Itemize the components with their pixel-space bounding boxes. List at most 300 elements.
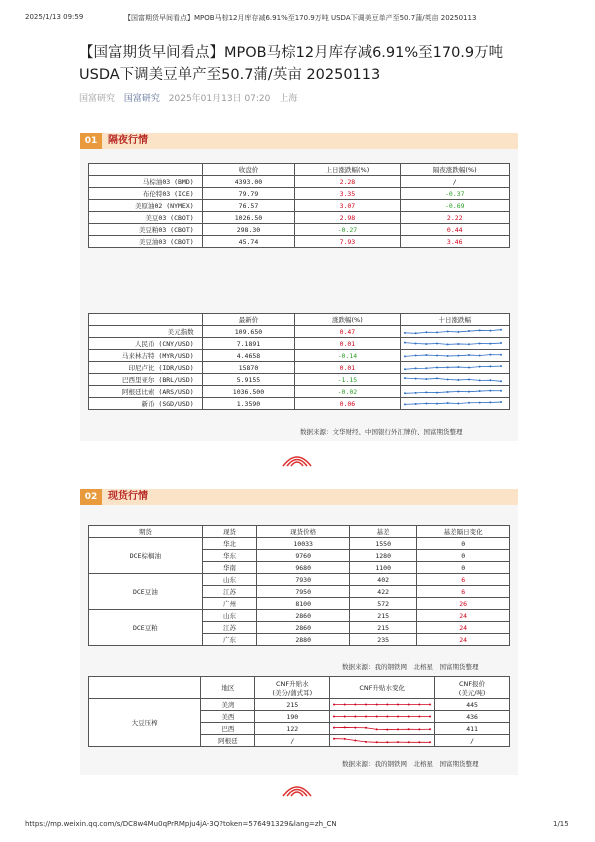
cnf-premium: 190 (255, 711, 330, 723)
sparkline-point (468, 354, 470, 356)
table-row (89, 350, 510, 362)
instrument-name: 美原油02 (NYMEX) (89, 200, 203, 212)
sparkline-point (344, 716, 346, 718)
sparkline-point (446, 391, 448, 393)
latest-price: 7.1891 (202, 338, 295, 350)
section-header (80, 133, 518, 149)
ten-day-sparkline-cell (400, 374, 509, 386)
night-change: 3.46 (400, 236, 509, 248)
basis-change: 24 (417, 622, 510, 634)
column-header: CNF升贴水 (美分/蒲式耳) (255, 677, 330, 699)
spot-region: 山东 (202, 574, 257, 586)
spot-price: 7930 (257, 574, 350, 586)
sparkline-point (489, 390, 491, 392)
sparkline-point (397, 741, 399, 743)
table-row (89, 574, 510, 586)
section-overnight-market (80, 133, 518, 441)
print-page-title: 【国富期货早间看点】MPOB马棕12月库存减6.91%至170.9万吨 USDA下调美豆单产至50.7蒲/英亩 20250113 (124, 14, 477, 22)
instrument-name: 布伦特03 (ICE) (89, 188, 203, 200)
sparkline-point (408, 704, 410, 706)
close-price: 298.30 (202, 224, 295, 236)
currency-name: 马来林吉特 (MYR/USD) (89, 350, 203, 362)
column-header: 上日涨跌幅(%) (295, 164, 400, 176)
table-row (89, 374, 510, 386)
currency-name: 阿根廷比索 (ARS/USD) (89, 386, 203, 398)
sparkline-point (468, 391, 470, 393)
sparkline-point (419, 741, 421, 743)
cnf-premium-table (88, 676, 510, 747)
sparkline-point (500, 354, 502, 356)
sparkline-point (478, 355, 480, 357)
sparkline-point (436, 367, 438, 369)
spot-price: 8100 (257, 598, 350, 610)
cnf-change-sparkline (330, 711, 434, 722)
sparkline-point (414, 378, 416, 380)
basis: 215 (349, 622, 416, 634)
close-price: 45.74 (202, 236, 295, 248)
sparkline-series (405, 402, 501, 404)
account-link[interactable]: 国富研究 (123, 94, 160, 104)
cnf-change-sparkline (330, 723, 434, 734)
instrument-name: 马棕油03 (BMD) (89, 176, 203, 188)
data-source-note: 数据来源：我的钢铁网 北榕星 国富期货整理 (342, 760, 479, 768)
cnf-quote: 436 (435, 711, 510, 723)
spot-region: 广州 (202, 598, 257, 610)
spot-region: 华东 (202, 550, 257, 562)
latest-price: 5.9155 (202, 374, 295, 386)
sparkline-point (387, 741, 389, 743)
spot-price: 2880 (257, 634, 350, 646)
cnf-region: 美西 (201, 711, 255, 723)
ten-day-sparkline (401, 398, 505, 409)
basis-change: 24 (417, 634, 510, 646)
table-row (89, 224, 510, 236)
sparkline-point (436, 331, 438, 333)
table-row (89, 610, 510, 622)
instrument-name: 美豆粕03 (CBOT) (89, 224, 203, 236)
basis-change: 0 (417, 562, 510, 574)
sparkline-point (425, 403, 427, 405)
section-header (80, 489, 518, 505)
sparkline-point (355, 716, 357, 718)
column-header: 期货 (89, 526, 203, 538)
sparkline-point (408, 728, 410, 730)
cnf-change-sparkline-cell (330, 711, 435, 723)
sparkline-point (457, 379, 459, 381)
sparkline-point (404, 368, 406, 370)
cnf-premium: 215 (255, 699, 330, 711)
basis: 402 (349, 574, 416, 586)
sparkline-point (436, 392, 438, 394)
column-header: 收盘价 (202, 164, 295, 176)
sparkline-point (425, 331, 427, 333)
publish-datetime: 2025年01月13日 07:20 (168, 94, 271, 104)
table-row (89, 200, 510, 212)
sparkline-series (405, 343, 501, 345)
spot-price: 7950 (257, 586, 350, 598)
sparkline-point (333, 716, 335, 718)
sparkline-point (500, 342, 502, 344)
sparkline-point (468, 379, 470, 381)
sparkline-point (468, 367, 470, 369)
sparkline-series (405, 366, 501, 369)
table-row (89, 699, 510, 711)
sparkline-point (446, 343, 448, 345)
table-row (89, 176, 510, 188)
data-source-note: 数据来源：文华财经、中国银行外汇牌价、国富期货整理 (300, 428, 463, 436)
sparkline-point (414, 403, 416, 405)
prev-change: -0.27 (295, 224, 400, 236)
spot-region: 华北 (202, 538, 257, 550)
night-change: -0.37 (400, 188, 509, 200)
sparkline-point (425, 367, 427, 369)
sparkline-point (500, 365, 502, 367)
close-price: 4393.00 (202, 176, 295, 188)
cnf-change-sparkline (330, 735, 434, 746)
print-page-number: 1/15 (553, 820, 569, 828)
spot-price: 2860 (257, 610, 350, 622)
sparkline-point (457, 391, 459, 393)
column-header: CNF升贴水变化 (330, 677, 435, 699)
sparkline-point (376, 741, 378, 743)
sparkline-point (355, 740, 357, 742)
sparkline-series (405, 378, 501, 381)
sparkline-point (387, 716, 389, 718)
spot-price: 9760 (257, 550, 350, 562)
sparkline-point (344, 738, 346, 740)
sparkline-point (429, 704, 431, 706)
ten-day-sparkline-cell (400, 326, 509, 338)
sparkline-point (478, 329, 480, 331)
column-header (89, 164, 203, 176)
ten-day-sparkline-cell (400, 338, 509, 350)
publish-location: 上海 (279, 94, 298, 104)
sparkline-point (344, 726, 346, 728)
sparkline-point (500, 380, 502, 382)
table-row (89, 398, 510, 410)
sparkline-point (468, 402, 470, 404)
cnf-group-name: 大豆压榨 (89, 699, 201, 747)
percent-change: 0.47 (295, 326, 400, 338)
spot-region: 江苏 (202, 586, 257, 598)
cnf-region: 巴西 (201, 723, 255, 735)
sparkline-point (446, 355, 448, 357)
sparkline-point (468, 330, 470, 332)
sparkline-point (365, 716, 367, 718)
sparkline-point (468, 343, 470, 345)
basis: 1100 (349, 562, 416, 574)
sparkline-point (446, 379, 448, 381)
ten-day-sparkline (401, 338, 505, 349)
basis-change: 0 (417, 538, 510, 550)
column-header: 涨跌幅(%) (295, 314, 400, 326)
cnf-change-sparkline-cell (330, 723, 435, 735)
sparkline-point (457, 355, 459, 357)
cnf-quote: / (435, 735, 510, 747)
currency-name: 新币 (SGD/USD) (89, 398, 203, 410)
column-header: 现货价格 (257, 526, 350, 538)
futures-group-name: DCE豆粕 (89, 610, 203, 646)
sparkline-point (436, 403, 438, 405)
basis-change: 6 (417, 574, 510, 586)
column-header: 隔夜涨跌幅(%) (400, 164, 509, 176)
overnight-futures-table (88, 163, 510, 248)
ten-day-sparkline (401, 350, 505, 361)
latest-price: 109.650 (202, 326, 295, 338)
sparkline-point (414, 332, 416, 334)
ten-day-sparkline-cell (400, 398, 509, 410)
sparkline-point (414, 367, 416, 369)
sparkline-point (414, 343, 416, 345)
section-number: 02 (80, 489, 102, 505)
sparkline-point (404, 377, 406, 379)
ten-day-sparkline (401, 362, 505, 373)
sparkline-point (429, 728, 431, 730)
article-title: 【国富期货早间看点】MPOB马棕12月库存减6.91%至170.9万吨USDA下调美豆单产至50.7蒲/英亩 20250113 (79, 45, 504, 83)
night-change: 0.44 (400, 224, 509, 236)
column-header: 基差 (349, 526, 416, 538)
percent-change: -0.14 (295, 350, 400, 362)
basis: 235 (349, 634, 416, 646)
sparkline-point (404, 342, 406, 344)
column-header: 地区 (201, 677, 255, 699)
basis-change: 26 (417, 598, 510, 610)
sparkline-point (365, 727, 367, 729)
table-row (89, 362, 510, 374)
percent-change: 0.01 (295, 338, 400, 350)
data-source-note: 数据来源：我的钢铁网 北榕星 国富期货整理 (342, 663, 479, 671)
column-header: CNF报价 (美元/吨) (435, 677, 510, 699)
spot-region: 广东 (202, 634, 257, 646)
cnf-change-sparkline (330, 699, 434, 710)
percent-change: -1.15 (295, 374, 400, 386)
sparkline-point (419, 728, 421, 730)
article-meta (79, 91, 303, 104)
column-header: 最新价 (202, 314, 295, 326)
prev-change: 3.35 (295, 188, 400, 200)
basis: 422 (349, 586, 416, 598)
sparkline-point (404, 392, 406, 394)
basis: 1550 (349, 538, 416, 550)
sparkline-point (489, 379, 491, 381)
sparkline-point (376, 704, 378, 706)
sparkline-point (500, 329, 502, 331)
sparkline-point (436, 377, 438, 379)
sparkline-point (344, 704, 346, 706)
percent-change: 0.01 (295, 362, 400, 374)
sparkline-point (414, 355, 416, 357)
sparkline-point (489, 343, 491, 345)
sparkline-point (404, 403, 406, 405)
table-row (89, 212, 510, 224)
column-header (89, 314, 203, 326)
sparkline-point (457, 343, 459, 345)
night-change: -0.69 (400, 200, 509, 212)
basis-change: 6 (417, 586, 510, 598)
column-header: 基差隔日变化 (417, 526, 510, 538)
sparkline-point (408, 716, 410, 718)
sparkline-point (419, 704, 421, 706)
night-change: / (400, 176, 509, 188)
basis: 572 (349, 598, 416, 610)
sparkline-point (425, 354, 427, 356)
sparkline-point (397, 728, 399, 730)
latest-price: 4.4658 (202, 350, 295, 362)
column-header: 十日涨跌幅 (400, 314, 509, 326)
sparkline-point (397, 716, 399, 718)
sparkline-series (334, 739, 430, 743)
sparkline-point (404, 355, 406, 357)
basis: 1280 (349, 550, 416, 562)
sparkline-point (489, 401, 491, 403)
sparkline-point (419, 716, 421, 718)
table-row (89, 326, 510, 338)
prev-change: 7.93 (295, 236, 400, 248)
cnf-region: 阿根廷 (201, 735, 255, 747)
section-number: 01 (80, 133, 102, 149)
spot-region: 山东 (202, 610, 257, 622)
sparkline-point (333, 738, 335, 740)
sparkline-point (387, 704, 389, 706)
sparkline-point (446, 331, 448, 333)
spot-price-table (88, 525, 510, 646)
wave-divider-icon (281, 780, 313, 798)
basis-change: 0 (417, 550, 510, 562)
ten-day-sparkline (401, 386, 505, 397)
close-price: 76.57 (202, 200, 295, 212)
sparkline-point (457, 331, 459, 333)
percent-change: 0.06 (295, 398, 400, 410)
sparkline-point (500, 390, 502, 392)
column-header: 现货 (202, 526, 257, 538)
source-label: 国富研究 (79, 94, 116, 104)
sparkline-point (365, 741, 367, 743)
prev-change: 3.07 (295, 200, 400, 212)
sparkline-point (478, 390, 480, 392)
currency-name: 巴西里亚尔 (BRL/USD) (89, 374, 203, 386)
sparkline-point (478, 402, 480, 404)
cnf-change-sparkline-cell (330, 735, 435, 747)
ten-day-sparkline (401, 374, 505, 385)
wave-divider-icon (281, 450, 313, 468)
latest-price: 15870 (202, 362, 295, 374)
ten-day-sparkline-cell (400, 350, 509, 362)
spot-price: 10033 (257, 538, 350, 550)
sparkline-point (397, 704, 399, 706)
sparkline-point (500, 401, 502, 403)
cnf-premium: 122 (255, 723, 330, 735)
sparkline-point (355, 727, 357, 729)
sparkline-point (489, 330, 491, 332)
latest-price: 1036.500 (202, 386, 295, 398)
sparkline-point (376, 716, 378, 718)
sparkline-point (457, 366, 459, 368)
sparkline-point (387, 729, 389, 731)
prev-change: 2.98 (295, 212, 400, 224)
ten-day-sparkline-cell (400, 386, 509, 398)
sparkline-point (478, 343, 480, 345)
section-spot-market (80, 489, 518, 775)
sparkline-point (489, 354, 491, 356)
sparkline-series (405, 330, 501, 334)
prev-change: 2.28 (295, 176, 400, 188)
sparkline-series (405, 391, 501, 394)
sparkline-point (446, 402, 448, 404)
spot-price: 9680 (257, 562, 350, 574)
futures-group-name: DCE豆油 (89, 574, 203, 610)
table-row (89, 338, 510, 350)
spot-region: 江苏 (202, 622, 257, 634)
currency-name: 美元指数 (89, 326, 203, 338)
print-url: https://mp.weixin.qq.com/s/DC8w4Mu0qPrRMpju4jA-3Q?token=576491329&lang=zh_CN (25, 820, 337, 828)
close-price: 79.79 (202, 188, 295, 200)
cnf-change-sparkline-cell (330, 699, 435, 711)
column-header-empty (89, 677, 201, 699)
currency-name: 人民币 (CNY/USD) (89, 338, 203, 350)
instrument-name: 美豆油03 (CBOT) (89, 236, 203, 248)
sparkline-point (457, 403, 459, 405)
table-row (89, 236, 510, 248)
sparkline-point (446, 366, 448, 368)
sparkline-point (478, 379, 480, 381)
table-row (89, 386, 510, 398)
cnf-quote: 411 (435, 723, 510, 735)
percent-change: -0.02 (295, 386, 400, 398)
close-price: 1026.50 (202, 212, 295, 224)
sparkline-point (478, 366, 480, 368)
cnf-quote: 445 (435, 699, 510, 711)
sparkline-point (355, 704, 357, 706)
basis-change: 24 (417, 610, 510, 622)
sparkline-point (429, 716, 431, 718)
sparkline-point (376, 728, 378, 730)
night-change: 2.22 (400, 212, 509, 224)
sparkline-point (365, 704, 367, 706)
print-datetime: 2025/1/13 09:59 (25, 13, 84, 21)
sparkline-point (429, 741, 431, 743)
sparkline-point (333, 727, 335, 729)
sparkline-point (425, 343, 427, 345)
sparkline-point (489, 365, 491, 367)
sparkline-point (425, 391, 427, 393)
sparkline-series (405, 355, 501, 357)
ten-day-sparkline (401, 326, 505, 337)
sparkline-point (436, 355, 438, 357)
latest-price: 1.3590 (202, 398, 295, 410)
sparkline-point (404, 332, 406, 334)
section-title: 隔夜行情 (108, 135, 148, 146)
sparkline-series (334, 727, 430, 729)
sparkline-point (333, 704, 335, 706)
basis: 215 (349, 610, 416, 622)
currency-table (88, 313, 510, 410)
sparkline-point (408, 741, 410, 743)
ten-day-sparkline-cell (400, 362, 509, 374)
spot-price: 2860 (257, 622, 350, 634)
sparkline-point (425, 378, 427, 380)
table-row (89, 538, 510, 550)
cnf-premium: / (255, 735, 330, 747)
spot-region: 华南 (202, 562, 257, 574)
cnf-region: 美湾 (201, 699, 255, 711)
section-title: 现货行情 (108, 491, 148, 502)
futures-group-name: DCE棕榈油 (89, 538, 203, 574)
table-row (89, 188, 510, 200)
instrument-name: 美豆03 (CBOT) (89, 212, 203, 224)
sparkline-point (414, 392, 416, 394)
currency-name: 印尼卢比 (IDR/USD) (89, 362, 203, 374)
sparkline-point (436, 343, 438, 345)
